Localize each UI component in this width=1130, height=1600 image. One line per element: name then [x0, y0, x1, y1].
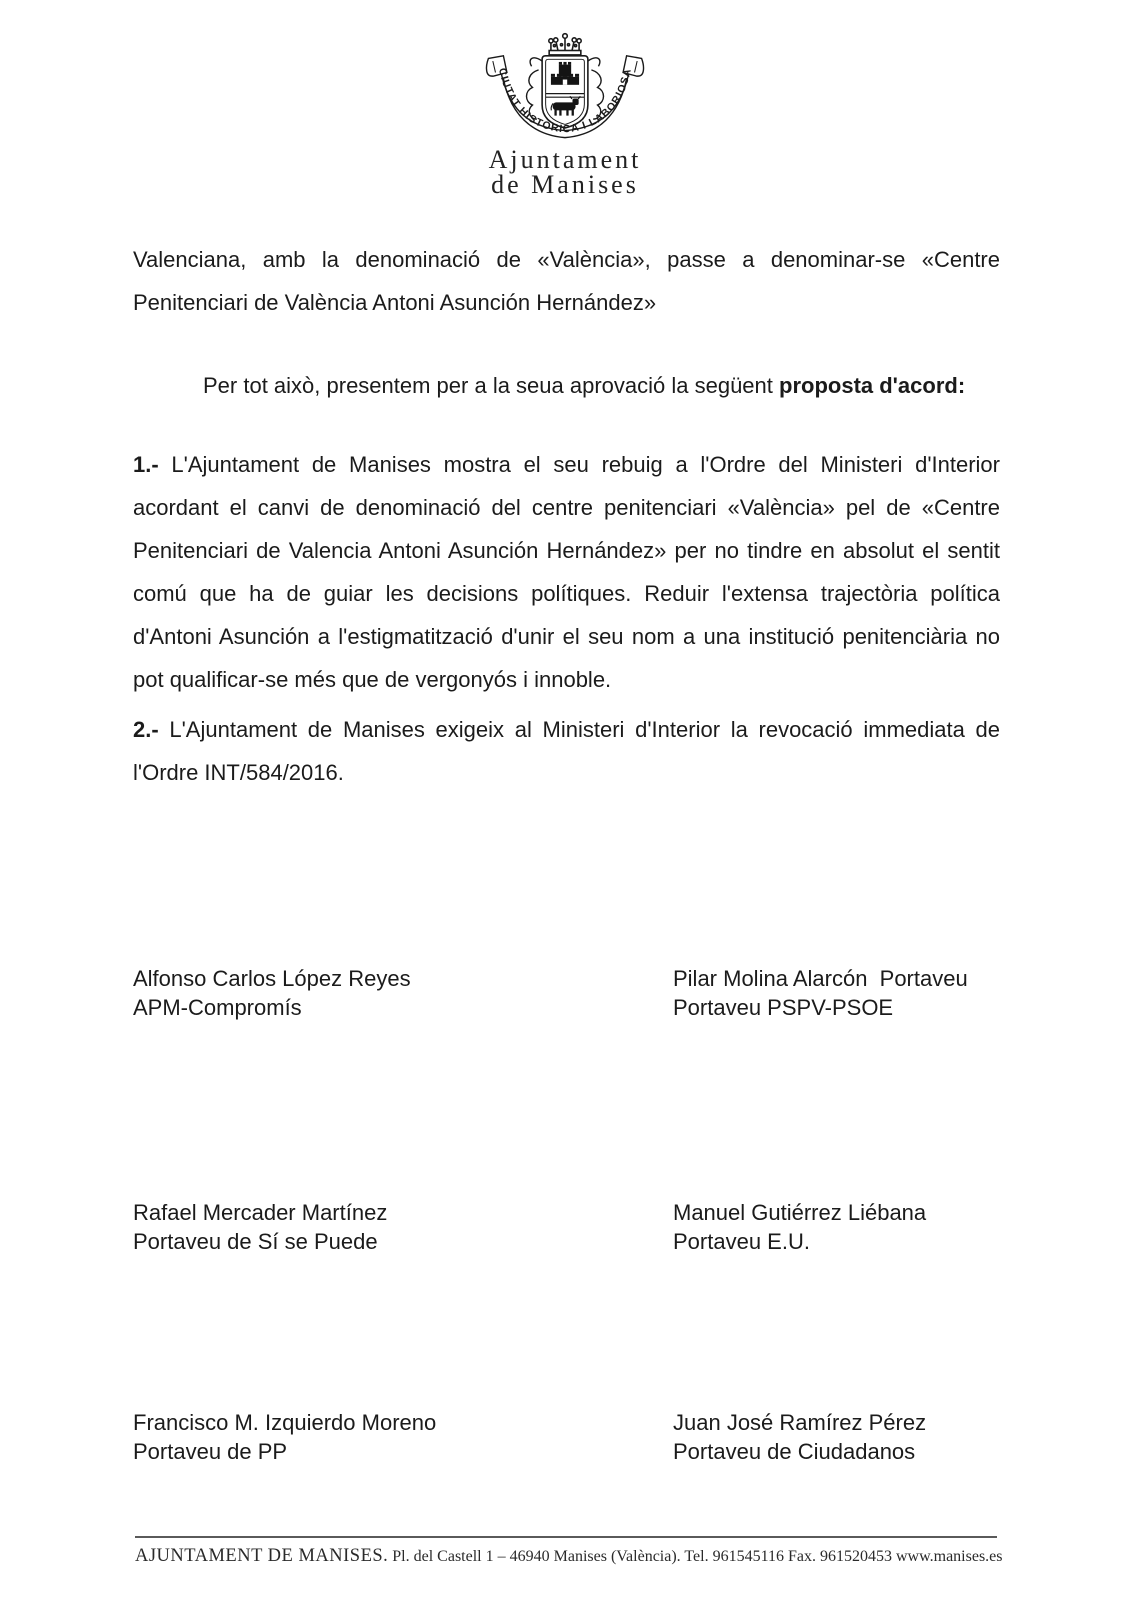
signature-block-ciudadanos	[673, 1408, 1000, 1466]
signer-name: Pilar Molina Alarcón Portaveu	[673, 966, 968, 991]
signer-role: Portaveu de PP	[133, 1439, 288, 1464]
signer-role: Portaveu PSPV-PSOE	[673, 995, 894, 1020]
proposal-text: Per tot això, presentem per a la seua aprovació la següent	[203, 373, 780, 398]
point-2-number: 2.-	[133, 717, 159, 742]
castle-icon	[551, 62, 579, 85]
paragraph-point-2	[133, 708, 1000, 794]
document-body	[133, 238, 1000, 794]
paragraph-intro: Valenciana, amb la denominació de «València», passe a denominar-se «Centre Penitenciari de València Antoni Asunción Hernández»	[133, 247, 1000, 315]
signature-row-3	[133, 1408, 1000, 1466]
signer-role: Portaveu de Sí se Puede	[133, 1229, 378, 1254]
signature-block-pspv	[673, 964, 1000, 1022]
org-name-line1: Ajuntament	[488, 145, 642, 174]
signature-block-apm	[133, 964, 673, 1022]
signature-row-2	[133, 1198, 1000, 1256]
page-footer	[135, 1536, 1003, 1567]
signer-name: Rafael Mercader Martínez	[133, 1200, 388, 1225]
signer-role: APM-Compromís	[133, 995, 302, 1020]
signature-section	[133, 964, 1000, 1466]
crown-icon	[549, 34, 581, 55]
point-1-text: L'Ajuntament de Manises mostra el seu rebuig a l'Ordre del Ministeri d'Interior acordant el canvi de denominació del centre penitenciari «València» pel de «Centre Penitenciari de Valencia Antoni Asunción Hernández» per no tindre en absolut el sentit comú que ha de guiar les decisions polítiques. Reduir l'extensa trajectòria política d'Antoni Asunción a l'estigmatització d'unir el seu nom a una institució penitenciària no pot qualificar-se més que de vergonyós i innoble.	[133, 452, 1000, 692]
banner-motto: CIUTAT HISTÒRICA I LABORIOSA	[495, 66, 635, 136]
point-1-number: 1.-	[133, 452, 159, 477]
signature-row-1	[133, 964, 1000, 1022]
document-header	[0, 0, 1130, 198]
signature-block-eu	[673, 1198, 1000, 1256]
signer-role: Portaveu E.U.	[673, 1229, 810, 1254]
org-name-line2: de Manises	[491, 170, 639, 199]
signer-name: Manuel Gutiérrez Liébana	[673, 1200, 927, 1225]
proposal-bold-text: proposta d'acord:	[779, 373, 966, 398]
signer-name: Francisco M. Izquierdo Moreno	[133, 1410, 437, 1435]
bull-icon	[551, 96, 580, 115]
footer-org-name: AJUNTAMENT DE MANISES.	[135, 1546, 389, 1566]
city-coat-of-arms-icon	[477, 24, 653, 143]
point-2-text: L'Ajuntament de Manises exigeix al Ministeri d'Interior la revocació immediata de l'Ordre INT/584/2016.	[133, 717, 1000, 785]
signer-name: Juan José Ramírez Pérez	[673, 1410, 927, 1435]
paragraph-proposal	[133, 364, 1000, 407]
signature-block-sisepuede	[133, 1198, 673, 1256]
paragraph-point-1	[133, 443, 1000, 701]
signer-role: Portaveu de Ciudadanos	[673, 1439, 916, 1464]
signer-name: Alfonso Carlos López Reyes	[133, 966, 411, 991]
signature-block-pp	[133, 1408, 673, 1466]
footer-contact-details: Pl. del Castell 1 – 46940 Manises (València). Tel. 961545116 Fax. 961520453 www.manises.es	[388, 1548, 1003, 1565]
